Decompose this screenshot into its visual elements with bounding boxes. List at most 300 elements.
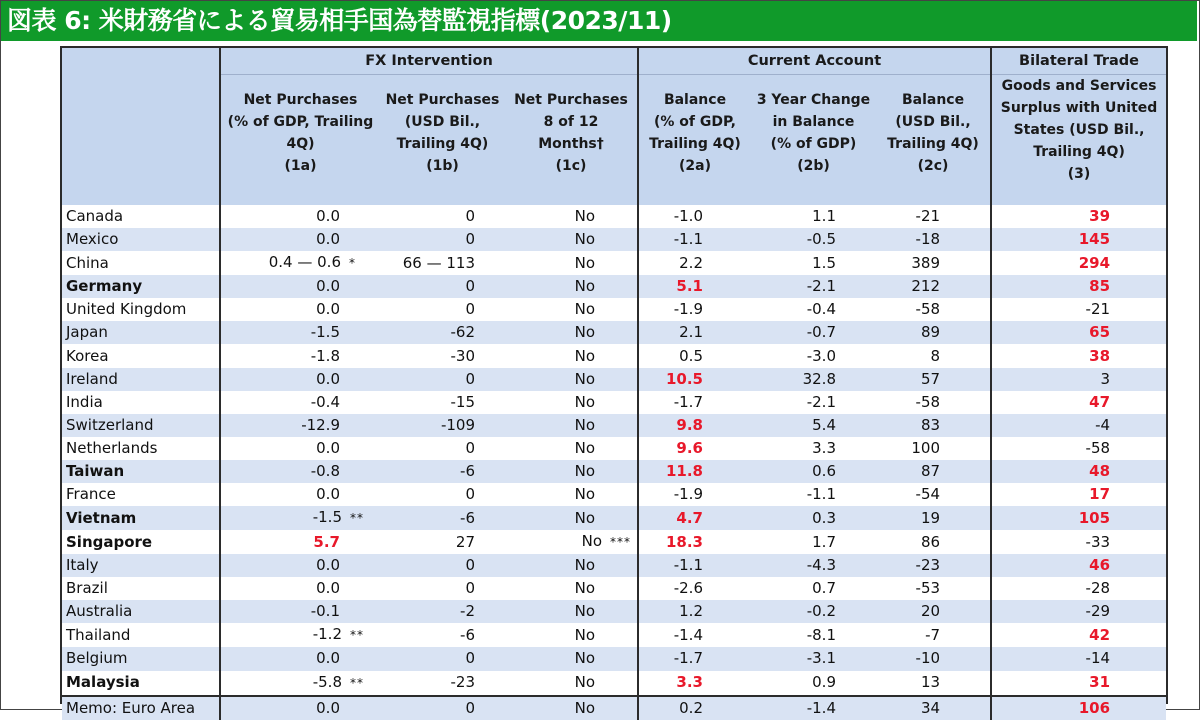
cell-c2c: [876, 251, 991, 275]
cell-c2a: [638, 530, 751, 554]
cell-value: 0.0: [316, 485, 340, 504]
header-line: (1b): [426, 158, 459, 174]
cell-c2a: [638, 554, 751, 577]
cell-value: -1.7: [673, 649, 703, 668]
header-line: Net Purchases: [243, 92, 358, 108]
table-row: [62, 554, 1166, 577]
cell-value: Australia: [66, 602, 133, 621]
cell-value: 18.3: [665, 532, 703, 551]
cell-country: [62, 696, 220, 720]
cell-c2c: [876, 344, 991, 367]
cell-value: No: [574, 277, 595, 296]
cell-value: Germany: [66, 277, 143, 296]
cell-c3: [991, 321, 1166, 344]
cell-value: -0.7: [806, 323, 836, 342]
cell-c1b: [380, 554, 505, 577]
cell-c2b: [751, 391, 876, 414]
cell-value: 57: [920, 369, 941, 388]
cell-c2c: [876, 298, 991, 321]
header-line: (1a): [284, 158, 317, 174]
cell-value: Singapore: [66, 532, 153, 551]
cell-value: -12.9: [301, 415, 340, 434]
cell-c2a: [638, 321, 751, 344]
cell-value: 389: [911, 253, 941, 272]
cell-c2c: [876, 391, 991, 414]
group-current-account: Current Account: [638, 48, 991, 75]
cell-c1c: [505, 228, 638, 251]
cell-value: 1.2: [679, 602, 703, 621]
cell-value: India: [66, 392, 103, 411]
cell-value: 1.5: [812, 253, 836, 272]
cell-c2b: [751, 228, 876, 251]
cell-value: No: [581, 532, 602, 551]
figure-title: 図表 6: 米財務省による貿易相手国為替監視指標(2023/11): [1, 1, 1197, 41]
header-2c: [876, 75, 991, 206]
cell-value: -6: [460, 508, 475, 527]
cell-value: -3.1: [806, 649, 836, 668]
cell-value: -1.5: [312, 508, 342, 527]
cell-value: 3: [1100, 369, 1111, 388]
header-2a: [638, 75, 751, 206]
cell-c1c: [505, 391, 638, 414]
cell-value: Mexico: [66, 230, 119, 249]
cell-value: Netherlands: [66, 438, 158, 457]
cell-c2a: [638, 600, 751, 623]
cell-value: No: [574, 625, 595, 644]
currency-monitoring-table: [62, 48, 1166, 720]
cell-value: 11.8: [665, 461, 703, 480]
cell-value: 5.7: [313, 532, 340, 551]
cell-value: -21: [915, 207, 941, 226]
cell-value: -7: [925, 625, 941, 644]
footnote-marker: **: [350, 628, 364, 643]
cell-c3: [991, 696, 1166, 720]
cell-value: -0.8: [310, 461, 340, 480]
cell-value: United Kingdom: [66, 300, 187, 319]
cell-value: Malaysia: [66, 673, 140, 691]
cell-c1a: [220, 368, 380, 391]
header-line: (3): [1067, 166, 1091, 182]
cell-c1b: [380, 368, 505, 391]
cell-c1a: [220, 600, 380, 623]
cell-c2a: [638, 228, 751, 251]
cell-value: 0.5: [679, 346, 703, 365]
cell-c2c: [876, 228, 991, 251]
cell-value: 0: [465, 277, 475, 296]
table-row: [62, 391, 1166, 414]
cell-c2b: [751, 275, 876, 298]
header-line: (% of GDP): [770, 136, 857, 152]
table-row: [62, 460, 1166, 483]
cell-value: -23: [450, 673, 475, 691]
cell-c2a: [638, 577, 751, 600]
cell-c2b: [751, 298, 876, 321]
cell-c2a: [638, 671, 751, 696]
table-row: [62, 577, 1166, 600]
cell-country: [62, 647, 220, 670]
cell-c1b: [380, 321, 505, 344]
cell-country: [62, 391, 220, 414]
cell-c1c: [505, 414, 638, 437]
table-row: [62, 228, 1166, 251]
cell-c1a: [220, 460, 380, 483]
cell-value: Japan: [66, 323, 108, 342]
cell-value: 5.4: [812, 415, 836, 434]
cell-country: [62, 251, 220, 275]
cell-value: -1.1: [673, 230, 703, 249]
cell-c2c: [876, 368, 991, 391]
header-line: (2a): [679, 158, 711, 174]
cell-value: 20: [920, 602, 941, 621]
cell-value: 0.4 — 0.6: [268, 253, 341, 272]
cell-c1a: [220, 530, 380, 554]
header-line: (USD Bil.,: [895, 114, 971, 130]
cell-value: -54: [915, 485, 941, 504]
cell-c3: [991, 205, 1166, 228]
cell-c1b: [380, 696, 505, 720]
cell-value: 294: [1078, 253, 1111, 272]
cell-c1b: [380, 414, 505, 437]
cell-value: No: [574, 207, 595, 226]
header-country: [62, 75, 220, 206]
header-line: Months†: [538, 136, 604, 152]
cell-c3: [991, 554, 1166, 577]
cell-c1c: [505, 671, 638, 696]
cell-value: -6: [460, 461, 475, 480]
cell-c3: [991, 506, 1166, 530]
cell-value: No: [574, 438, 595, 457]
cell-value: No: [574, 369, 595, 388]
cell-value: 2.2: [679, 253, 703, 272]
cell-value: No: [574, 698, 595, 717]
cell-c2b: [751, 623, 876, 647]
cell-c2c: [876, 554, 991, 577]
cell-value: 0.0: [316, 300, 340, 319]
cell-country: [62, 483, 220, 506]
cell-c1a: [220, 647, 380, 670]
header-3: [991, 75, 1166, 206]
header-1b: [380, 75, 505, 206]
cell-value: No: [574, 485, 595, 504]
cell-value: -29: [1085, 602, 1111, 621]
cell-c1a: [220, 577, 380, 600]
cell-country: [62, 205, 220, 228]
cell-value: 0.3: [812, 508, 836, 527]
cell-value: 145: [1078, 230, 1111, 249]
cell-c2a: [638, 460, 751, 483]
cell-c1a: [220, 321, 380, 344]
cell-c2c: [876, 577, 991, 600]
cell-c3: [991, 460, 1166, 483]
cell-value: 19: [920, 508, 941, 527]
footnote-marker: **: [350, 675, 364, 690]
cell-value: 2.1: [679, 323, 703, 342]
footnote-marker: **: [350, 511, 364, 526]
cell-value: 1.1: [812, 207, 836, 226]
cell-value: -4.3: [806, 556, 836, 575]
cell-value: Belgium: [66, 649, 128, 668]
cell-c1a: [220, 437, 380, 460]
cell-value: 0: [465, 579, 475, 598]
cell-c1a: [220, 483, 380, 506]
cell-c2a: [638, 205, 751, 228]
cell-value: 17: [1089, 485, 1111, 504]
cell-country: [62, 671, 220, 696]
cell-c3: [991, 298, 1166, 321]
cell-value: No: [574, 230, 595, 249]
cell-value: 31: [1089, 673, 1111, 691]
cell-value: No: [574, 323, 595, 342]
cell-value: -109: [440, 415, 475, 434]
cell-c2c: [876, 506, 991, 530]
cell-value: -1.0: [673, 207, 703, 226]
cell-c2a: [638, 506, 751, 530]
cell-c1b: [380, 483, 505, 506]
cell-c1a: [220, 391, 380, 414]
cell-c2b: [751, 530, 876, 554]
cell-c2a: [638, 344, 751, 367]
cell-value: 48: [1089, 461, 1111, 480]
cell-value: Ireland: [66, 369, 118, 388]
cell-value: 0.9: [812, 673, 836, 691]
cell-country: [62, 298, 220, 321]
cell-value: Canada: [66, 207, 124, 226]
table-row: [62, 623, 1166, 647]
cell-value: -1.9: [673, 300, 703, 319]
cell-value: -23: [915, 556, 941, 575]
cell-c1c: [505, 483, 638, 506]
cell-value: 10.5: [665, 369, 703, 388]
header-corner: [62, 48, 220, 75]
header-line: Goods and Services: [1001, 78, 1157, 94]
cell-value: 86: [920, 532, 941, 551]
cell-country: [62, 554, 220, 577]
cell-value: -33: [1085, 532, 1111, 551]
cell-value: Taiwan: [66, 461, 125, 480]
header-line: in Balance: [772, 114, 855, 130]
cell-value: 13: [920, 673, 941, 691]
cell-c3: [991, 671, 1166, 696]
footnote-marker: ***: [610, 535, 631, 550]
cell-value: -18: [915, 230, 941, 249]
cell-c2a: [638, 368, 751, 391]
cell-c2c: [876, 623, 991, 647]
cell-c2c: [876, 321, 991, 344]
cell-c3: [991, 623, 1166, 647]
cell-c1c: [505, 251, 638, 275]
cell-c1b: [380, 344, 505, 367]
cell-value: -2.1: [806, 277, 836, 296]
cell-c1b: [380, 530, 505, 554]
cell-value: -53: [915, 579, 941, 598]
cell-c1c: [505, 696, 638, 720]
cell-c2c: [876, 600, 991, 623]
cell-value: 4.7: [676, 508, 703, 527]
cell-c1a: [220, 251, 380, 275]
cell-c2b: [751, 647, 876, 670]
header-line: Balance: [663, 92, 727, 108]
cell-country: [62, 344, 220, 367]
cell-value: -6: [460, 625, 475, 644]
cell-c2c: [876, 275, 991, 298]
cell-value: -1.2: [312, 625, 342, 644]
cell-value: -1.1: [673, 556, 703, 575]
cell-value: 83: [920, 415, 941, 434]
cell-value: No: [574, 461, 595, 480]
cell-value: No: [574, 602, 595, 621]
cell-c1a: [220, 205, 380, 228]
cell-value: Korea: [66, 346, 109, 365]
cell-value: -3.0: [806, 346, 836, 365]
cell-value: 212: [911, 277, 941, 296]
cell-value: 100: [911, 438, 941, 457]
cell-value: 39: [1089, 207, 1111, 226]
footnote-marker: *: [349, 256, 356, 271]
cell-c1c: [505, 321, 638, 344]
cell-value: 0.0: [316, 438, 340, 457]
table-row: [62, 251, 1166, 275]
cell-c1b: [380, 506, 505, 530]
cell-value: 0: [465, 207, 475, 226]
cell-c1b: [380, 228, 505, 251]
cell-value: -0.2: [806, 602, 836, 621]
cell-c2c: [876, 437, 991, 460]
cell-c1c: [505, 554, 638, 577]
cell-country: [62, 600, 220, 623]
cell-value: 0.0: [316, 230, 340, 249]
cell-c1a: [220, 671, 380, 696]
cell-c1b: [380, 251, 505, 275]
cell-c2b: [751, 554, 876, 577]
cell-value: Thailand: [66, 625, 131, 644]
cell-c2b: [751, 460, 876, 483]
table-row: [62, 483, 1166, 506]
cell-value: No: [574, 253, 595, 272]
cell-value: -2: [460, 602, 475, 621]
cell-value: China: [66, 253, 109, 272]
cell-c2b: [751, 696, 876, 720]
table-row: [62, 647, 1166, 670]
cell-value: 65: [1089, 323, 1111, 342]
cell-value: 0: [465, 485, 475, 504]
cell-c1a: [220, 554, 380, 577]
cell-c1a: [220, 414, 380, 437]
cell-c1c: [505, 275, 638, 298]
header-line: 4Q): [286, 136, 315, 152]
header-line: (% of GDP,: [653, 114, 736, 130]
cell-value: 0: [465, 698, 475, 717]
cell-value: -8.1: [806, 625, 836, 644]
cell-c1c: [505, 506, 638, 530]
cell-c2a: [638, 623, 751, 647]
cell-c3: [991, 391, 1166, 414]
cell-value: 0.2: [679, 698, 703, 717]
cell-value: 89: [920, 323, 941, 342]
table-row: [62, 321, 1166, 344]
cell-c1b: [380, 671, 505, 696]
cell-c1c: [505, 530, 638, 554]
cell-value: 0.0: [316, 556, 340, 575]
cell-country: [62, 506, 220, 530]
group-fx-intervention: FX Intervention: [220, 48, 638, 75]
cell-value: -0.4: [310, 392, 340, 411]
table-row: [62, 671, 1166, 696]
cell-c2c: [876, 460, 991, 483]
cell-value: Brazil: [66, 579, 108, 598]
cell-value: 0: [465, 300, 475, 319]
header-line: 8 of 12: [543, 114, 599, 130]
cell-value: 34: [920, 698, 941, 717]
cell-value: 9.8: [676, 415, 703, 434]
cell-c2c: [876, 414, 991, 437]
cell-value: 106: [1078, 698, 1111, 717]
cell-c2b: [751, 600, 876, 623]
table-row: [62, 205, 1166, 228]
cell-c1c: [505, 368, 638, 391]
cell-value: -2.6: [673, 579, 703, 598]
cell-value: 0.0: [316, 207, 340, 226]
cell-value: 66 — 113: [402, 253, 475, 272]
cell-value: 87: [920, 461, 941, 480]
cell-c1c: [505, 647, 638, 670]
cell-value: 0.0: [316, 579, 340, 598]
cell-c1c: [505, 577, 638, 600]
cell-value: 0.0: [316, 649, 340, 668]
cell-value: -14: [1085, 649, 1111, 668]
cell-c3: [991, 530, 1166, 554]
cell-value: -58: [1085, 438, 1111, 457]
cell-value: -1.9: [673, 485, 703, 504]
cell-value: 105: [1078, 508, 1111, 527]
cell-value: 9.6: [676, 438, 703, 457]
cell-value: France: [66, 485, 116, 504]
cell-c2b: [751, 483, 876, 506]
cell-value: 0: [465, 649, 475, 668]
cell-c1c: [505, 600, 638, 623]
cell-c2a: [638, 414, 751, 437]
cell-value: No: [574, 300, 595, 319]
cell-c2b: [751, 344, 876, 367]
cell-value: -1.7: [673, 392, 703, 411]
cell-value: -15: [450, 392, 475, 411]
cell-c2c: [876, 647, 991, 670]
cell-c1c: [505, 298, 638, 321]
cell-country: [62, 414, 220, 437]
cell-value: No: [574, 415, 595, 434]
cell-c1a: [220, 344, 380, 367]
header-line: Balance: [901, 92, 965, 108]
table-row: [62, 368, 1166, 391]
cell-value: -1.8: [310, 346, 340, 365]
cell-value: -21: [1085, 300, 1111, 319]
cell-value: -2.1: [806, 392, 836, 411]
cell-value: 47: [1089, 392, 1111, 411]
cell-country: [62, 228, 220, 251]
cell-c2a: [638, 647, 751, 670]
cell-value: 38: [1089, 346, 1111, 365]
cell-c2b: [751, 506, 876, 530]
cell-c2b: [751, 437, 876, 460]
header-line: Net Purchases: [385, 92, 500, 108]
cell-value: 85: [1089, 277, 1111, 296]
cell-value: -1.4: [806, 698, 836, 717]
cell-c1b: [380, 577, 505, 600]
table-row: [62, 696, 1166, 720]
cell-c1a: [220, 623, 380, 647]
cell-c2a: [638, 298, 751, 321]
cell-c2b: [751, 671, 876, 696]
cell-c2b: [751, 368, 876, 391]
